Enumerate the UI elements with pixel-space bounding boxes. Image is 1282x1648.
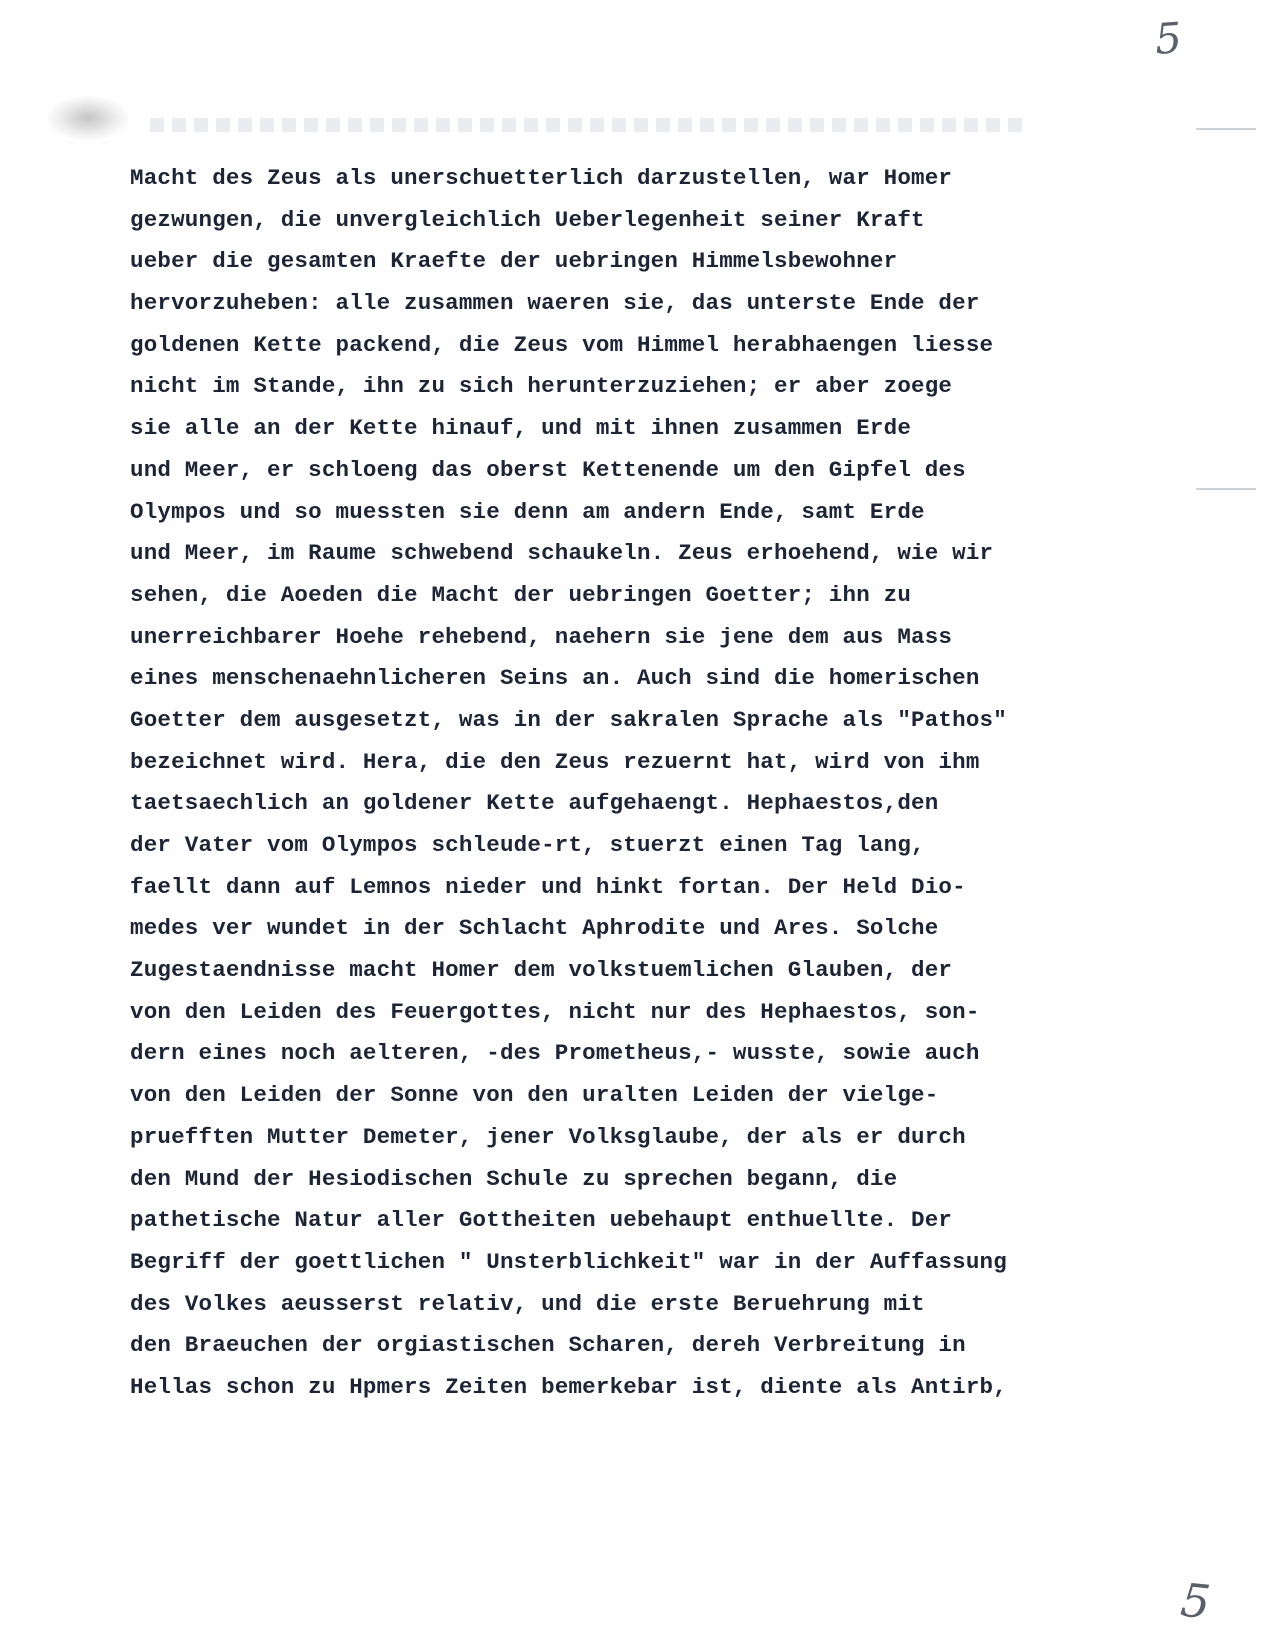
text-line: Macht des Zeus als unerschuetterlich darzustellen, war Homer <box>130 165 953 191</box>
text-line: Zugestaendnisse macht Homer dem volkstuemlichen Glauben, der <box>130 957 953 984</box>
text-line: pruefften Mutter Demeter, jener Volksglaube, der als er durch <box>130 1123 966 1150</box>
text-line: Olympos und so muessten sie denn am andern Ende, samt Erde <box>130 498 925 525</box>
text-line: nicht im Stande, ihn zu sich herunterzuziehen; er aber zoege <box>130 373 953 400</box>
text-line: den Braeuchen der orgiastischen Scharen, dereh Verbreitung in <box>130 1332 966 1359</box>
text-line: hervorzuheben: alle zusammen waeren sie, das unterste Ende der <box>130 290 980 317</box>
text-line: gezwungen, die unvergleichlich Ueberlegenheit seiner Kraft <box>130 206 925 233</box>
page-number-bottom: 5 <box>1177 1572 1213 1630</box>
text-line: der Vater vom Olympos schleude-rt, stuerzt einen Tag lang, <box>130 832 925 858</box>
faint-bleed-through-line <box>150 118 1030 132</box>
text-line: sie alle an der Kette hinauf, und mit ihnen zusammen Erde <box>130 415 912 442</box>
text-line: und Meer, er schloeng das oberst Kettenende um den Gipfel des <box>130 456 966 483</box>
text-line: den Mund der Hesiodischen Schule zu sprechen begann, die <box>130 1165 898 1192</box>
text-line: goldenen Kette packend, die Zeus vom Himmel herabhaengen liesse <box>130 331 994 358</box>
text-line: sehen, die Aoeden die Macht der uebringen Goetter; ihn zu <box>130 581 912 608</box>
text-line: eines menschenaehnlicheren Seins an. Auch sind die homerischen <box>130 665 980 692</box>
ink-smudge <box>48 96 128 140</box>
text-line: des Volkes aeusserst relativ, und die erste Beruehrung mit <box>130 1290 925 1317</box>
text-line: von den Leiden des Feuergottes, nicht nur des Hephaestos, son- <box>130 998 980 1025</box>
text-line: unerreichbarer Hoehe rehebend, naehern sie jene dem aus Mass <box>130 623 953 650</box>
typewritten-body <box>130 158 1130 1409</box>
text-line: pathetische Natur aller Gottheiten uebehaupt enthuellte. Der <box>130 1207 953 1234</box>
text-line: Hellas schon zu Hpmers Zeiten bemerkebar ist, diente als Antirb, <box>130 1373 1007 1400</box>
text-line: medes ver wundet in der Schlacht Aphrodite und Ares. Solche <box>130 915 939 942</box>
text-line: dern eines noch aelteren, -des Prometheus,- wusste, sowie auch <box>130 1040 980 1067</box>
text-line: von den Leiden der Sonne von den uralten Leiden der vielge- <box>130 1082 939 1109</box>
text-line: Begriff der goettlichen " Unsterblichkeit" war in der Auffassung <box>130 1248 1007 1275</box>
text-line: faellt dann auf Lemnos nieder und hinkt fortan. Der Held Dio- <box>130 873 966 900</box>
text-line: und Meer, im Raume schwebend schaukeln. Zeus erhoehend, wie wir <box>130 540 994 567</box>
text-line: Goetter dem ausgesetzt, was in der sakralen Sprache als "Pathos" <box>130 706 1007 733</box>
page-number-top: 5 <box>1153 13 1184 64</box>
edge-mark <box>1196 488 1256 490</box>
text-line: ueber die gesamten Kraefte der uebringen Himmelsbewohner <box>130 248 898 275</box>
edge-mark <box>1196 128 1256 130</box>
text-line: taetsaechlich an goldener Kette aufgehaengt. Hephaestos,den <box>130 790 939 817</box>
text-line: bezeichnet wird. Hera, die den Zeus rezuernt hat, wird von ihm <box>130 748 980 775</box>
